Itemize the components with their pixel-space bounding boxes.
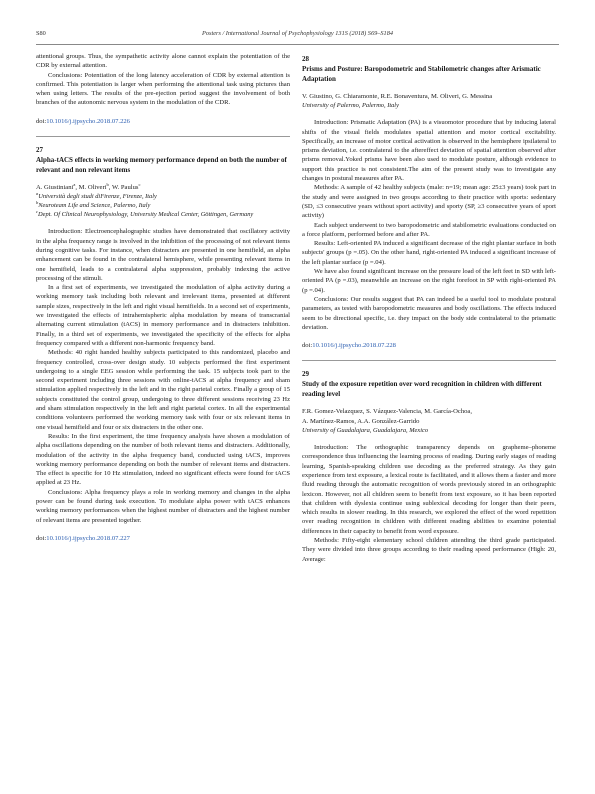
- doi-link-227[interactable]: 10.1016/j.ijpsycho.2018.07.227: [46, 534, 130, 542]
- author-list: V. Giustino, G. Chiaramonte, R.E. Bonaventura, M. Oliveri, G. Messina: [302, 93, 493, 100]
- abstract-separator: [302, 360, 556, 361]
- abstract-number: 28: [302, 55, 309, 63]
- abstract-number: 27: [36, 146, 43, 155]
- doi-227: doi:10.1016/j.ijpsycho.2018.07.227: [36, 534, 130, 542]
- doi-link-226[interactable]: 10.1016/j.ijpsycho.2018.07.226: [46, 117, 130, 125]
- abstract-separator: [36, 136, 290, 137]
- abstract-29: [302, 369, 556, 563]
- affiliation-a: $^a$Università degli studi diFirenze, Firenze, Italy: [36, 191, 157, 201]
- doi-label: doi:: [36, 117, 47, 125]
- methods-paragraph: Methods: 40 right handed healthy subjects participated to this randomized, placebo and frequency controlled, cross-over design study. 10 subjects performed the first experiment undergoing to a single EEG session while performing the task. 15 subjects took part to the second experiment including three sessions with online-tACS at alpha frequency and sham stimulation applied respectively in the left and in the right parietal cortex. Finally a group of 15 subjects constituted the control group, undergoing to three different sessions receiving 23 Hz and sham stimulation respectively in the left and right parietal cortex. In all the experimental conditions volunteers performed the working memory task with four or six relevant items in one visual hemifield and four or six distracters in the other one.: [36, 349, 290, 431]
- continued-conclusions: Conclusions: Potentiation of the long latency acceleration of CDR by external attention is confirmed. This potentiation is larger when performing the attentional task using pictures than when using letters. The results of the pre-ejection period suggest the involvement of both branches of the autonomic nervous system in the modulation of the CDR.: [36, 71, 290, 107]
- procedure-paragraph: Each subject underwent to two baropodometric and stabilometric evaluations conducted on a force platform, performed before and after PA.: [302, 221, 556, 238]
- methods-paragraph: Methods: A sample of 42 healthy subjects (male: n=19; mean age: 25±3 years) took part in the study and were assigned in two groups according to their practice with sports: sedentary (SD, ≤3 consecutive years without sport activity) and sporty (SP, ≥3 consecutive years of sport activity): [302, 184, 556, 220]
- conclusions-paragraph: Conclusions: Our results suggest that PA can indeed be a useful tool to modulate postural parameters, as tested with baropodometric measures and body oscillations. The effects induced seem to be directional specific, i.e. they impact on the body side contralateral to the prismatic deviation.: [302, 295, 556, 331]
- left-column: [36, 52, 290, 543]
- doi-link-228[interactable]: 10.1016/j.ijpsycho.2018.07.228: [312, 342, 396, 350]
- right-column: [302, 52, 556, 564]
- results-paragraph: Results: In the first experiment, the time frequency analysis have shown a modulation of alpha oscillations depending on the number of both relevant items and distracters. Additionally, modulation of the activity in the alpha frequency band, conducted using tACS, improves working memory performance depending on both the number of relevant items and distracters. The effect is specific for 10 Hz stimulation, indeed no significant effects were found for tACS applied at 23 Hz.: [36, 432, 290, 487]
- author-list: A. Giustiniani$^a$, M. Oliveri$^b$, W. Paulus$^c$: [36, 181, 141, 192]
- abstract-title: Alpha-tACS effects in working memory performance depend on both the number of relevant and non relevant items: [36, 156, 287, 175]
- introduction-paragraph: Introduction: Prismatic Adaptation (PA) is a visuomotor procedure that by inducing lateral shifts of the visual fields modulates spatial attention and motor cortical excitability. Specifically, an increase of motor cortical activation is observed in the hemisphere ipsilateral to prisms deviation, i.e. contralateral to the aftereffect deviation of spatial attention observed after prisms removal.Yoked prisms have been also used to modulate posture, although evidence to support this practice is not consistent.The aim of the present study was to investigate any changes in postural measures after PA.: [302, 119, 556, 183]
- continued-paragraph: attentional groups. Thus, the sympathetic activity alone cannot explain the potentiation of the CDR by external attention.: [36, 53, 290, 70]
- header-rule: [36, 44, 559, 45]
- page-number: S80: [36, 30, 46, 37]
- author-list: F.R. Gomez-Velazquez, S. Vázquez-Valencia, M. García-Ochoa, A. Martínez-Ramos, A.A. González-Garrido: [302, 408, 472, 425]
- introduction-paragraph: Introduction: Electroencephalographic studies have demonstrated that oscillatory activity in the alpha frequency range is involved in the inhibition of the processing of not relevant items during cognitive tasks. For instance, when distracters are presented in one hemifield, an alpha enhancement can be found in the contralateral hemisphere, while presenting relevant items in one hemifield, leads to a contralateral alpha suppression, probably indexing the active processing of the stimuli.: [36, 228, 290, 282]
- abstract-28: [302, 54, 556, 350]
- methods-paragraph: Methods: Fifty-eight elementary school children attending the third grade participated. They were divided into three groups according to their reading speed performance (High: 20, Average:: [302, 536, 556, 563]
- affiliation: University of Palermo, Palermo, Italy: [302, 102, 399, 110]
- results-paragraph: Results: Left-oriented PA induced a significant decrease of the right plantar surface in both subjects' groups (p =.05). On the other hand, right-oriented PA induced a significant increase of the left plantar surface (p =.04).: [302, 240, 556, 266]
- experiments-paragraph: In a first set of experiments, we investigated the modulation of alpha activity during a working memory task including both relevant and irrelevant items, presented at different sample sizes, respectively in the left and right visual hemifields. In a second set of experiments, we investigated the effects of intrahemispheric alpha modulation by means of transcranial alternating current stimulation (tACS) in memory performance and in distracters inhibition. Finally, in a third set of experiments, we investigated the specificity of the effects for alpha frequency compared with a different non-harmonic frequency band.: [36, 284, 290, 347]
- introduction-paragraph: Introduction: The orthographic transparency depends on grapheme–phoneme correspondence thus influencing the learning process of reading. During early stages of reading learning, Spanish-speaking children use decoding as the preferred strategy. As they gain experience from text exposure, a lexical route is facilitated, and it allows them a faster and more fluid reading through the automatic recognition of words previously stored in an orthographic lexicon. However, not all children seem to benefit from text exposure, so it has been reported that children with dyslexia continue using sublexical decoding for longer than their peers, which results in slower reading. In this research, we explored the effect of the word repetition over reading recognition in children with different reading abilities to examine potential differences in their capacity to benefit from word exposure.: [302, 444, 556, 535]
- abstract-number: 29: [302, 370, 309, 379]
- affiliation: University of Guadalajara, Guadalajara, Mexico: [302, 427, 429, 435]
- abstract-title: Study of the exposure repetition over word recognition in children with different reading level: [302, 380, 542, 399]
- page-header: [36, 30, 559, 42]
- affiliation-b: $^b$Neuroteam Life and Science, Palermo, Italy: [36, 200, 151, 210]
- journal-title: Posters / International Journal of Psychophysiology 131S (2018) S69–S184: [202, 30, 393, 37]
- abstract-title: Prisms and Posture: Baropodometric and Stabilometric changes after Arismatic Adaptation: [302, 65, 541, 83]
- affiliations: [36, 192, 290, 219]
- doi-228: doi:10.1016/j.ijpsycho.2018.07.228: [302, 342, 396, 350]
- conclusions-paragraph: Conclusions: Alpha frequency plays a role in working memory and changes in the alpha power can be found during task execution. To modulate alpha power with tACS enhances working memory performances when the highest number of distracters and the highest number of relevant items are presented together.: [36, 488, 290, 524]
- abstract-27: [36, 145, 290, 543]
- results-extra-paragraph: We have also found significant increase on the pressure load of the left feet in SD with left-oriented PA (p =.03), meanwhile an increase on the right forefoot in SP with right-oriented PA (p =.04).: [302, 268, 556, 294]
- doi-226: [36, 117, 290, 126]
- affiliation-c: $^c$Dept. Of Clinical Neurophysiology, University Medical Center, Göttingen, Germany: [36, 209, 254, 219]
